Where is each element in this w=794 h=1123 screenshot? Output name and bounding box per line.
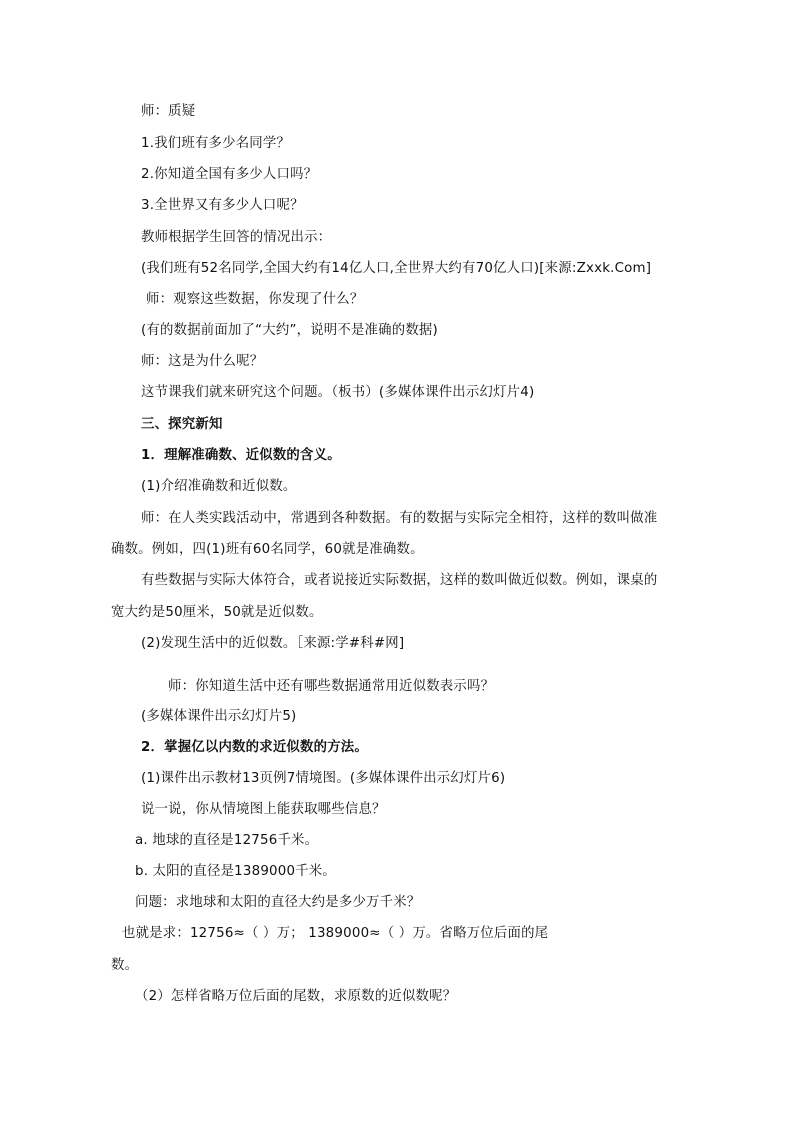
paragraph-exact-1: 师：在人类实践活动中，常遇到各种数据。有的数据与实际完全相符，这样的数叫做准 [141, 511, 658, 526]
info-a: a. 地球的直径是12756千米。 [135, 833, 319, 848]
paragraph-exact-2: 确数。例如，四(1)班有60名同学，60就是准确数。 [111, 542, 424, 557]
say-info: 说一说，你从情境图上能获取哪些信息？ [141, 802, 386, 817]
item-1-1: (1)介绍准确数和近似数。 [141, 479, 297, 494]
problem-statement: 问题：求地球和太阳的直径大约是多少万千米？ [135, 895, 421, 910]
teacher-observe: 师：观察这些数据，你发现了什么？ [146, 292, 364, 307]
info-b: b. 太阳的直径是1389000千米。 [135, 864, 336, 879]
item-1-2: (2)发现生活中的近似数。［来源:学#科#网] [141, 636, 405, 651]
slide-5-note: (多媒体课件出示幻灯片5) [141, 709, 297, 724]
item-2-1: (1)课件出示教材13页例7情境图。(多媒体课件出示幻灯片6) [141, 771, 506, 786]
approximation-line-1: 也就是求：12756≈（ ）万； 1389000≈（ ）万。省略万位后面的尾 [122, 926, 549, 941]
subheading-1: 1．理解准确数、近似数的含义。 [141, 448, 341, 463]
data-example: (我们班有52名同学,全国大约有14亿人口,全世界大约有70亿人口)[来源:Zxxk.Com] [141, 261, 652, 276]
teacher-shows: 教师根据学生回答的情况出示： [141, 230, 332, 245]
item-2-2: （2）怎样省略万位后面的尾数，求原数的近似数呢？ [135, 989, 457, 1004]
question-3: 3.全世界又有多少人口呢？ [141, 198, 304, 213]
teacher-life-question: 师：你知道生活中还有哪些数据通常用近似数表示吗？ [168, 679, 495, 694]
observation-answer: (有的数据前面加了“大约”，说明不是准确的数据) [141, 323, 438, 338]
lesson-intro: 这节课我们就来研究这个问题。（板书）(多媒体课件出示幻灯片4) [141, 385, 535, 400]
section-heading-3: 三、探究新知 [141, 417, 223, 432]
teacher-why: 师：这是为什么呢？ [141, 354, 264, 369]
question-1: 1.我们班有多少名同学？ [141, 136, 291, 151]
paragraph-approx-1: 有些数据与实际大体符合，或者说接近实际数据，这样的数叫做近似数。例如，课桌的 [141, 573, 658, 588]
approximation-line-2: 数。 [111, 958, 139, 973]
question-2: 2.你知道全国有多少人口吗？ [141, 167, 318, 182]
teacher-question-intro: 师：质疑 [141, 104, 196, 119]
subheading-2: 2．掌握亿以内数的求近似数的方法。 [141, 740, 368, 755]
paragraph-approx-2: 宽大约是50厘米，50就是近似数。 [111, 605, 323, 620]
